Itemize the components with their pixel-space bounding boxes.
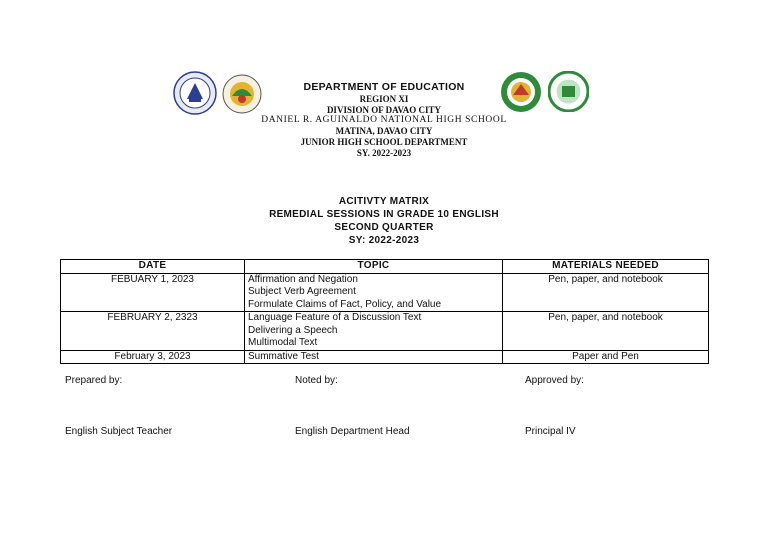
topic-column-header: TOPIC — [245, 260, 503, 274]
noted-by-role: English Department Head — [295, 426, 410, 437]
topic-item: Language Feature of a Discussion Text — [248, 312, 422, 323]
materials-cell: Pen, paper, and notebook — [503, 312, 709, 351]
date-cell: FEBRUARY 2, 2323 — [61, 312, 245, 351]
table-row — [61, 273, 709, 312]
department-subheading: JUNIOR HIGH SCHOOL DEPARTMENT — [300, 137, 468, 147]
region-heading: REGION XI — [359, 94, 409, 104]
topic-item: Affirmation and Negation — [248, 273, 358, 285]
school-name-heading: DANIEL R. AGUINALDO NATIONAL HIGH SCHOOL — [261, 115, 507, 125]
division-heading: DIVISION OF DAVAO CITY — [326, 105, 442, 115]
topic-item: Formulate Claims of Fact, Policy, and Value — [248, 298, 442, 310]
quarter-label: SECOND QUARTER — [334, 222, 434, 233]
prepared-by-role: English Subject Teacher — [65, 426, 173, 437]
approved-by-role: Principal IV — [525, 426, 576, 437]
materials-cell: Paper and Pen — [503, 350, 709, 364]
activity-matrix-table — [60, 259, 709, 364]
table-row — [61, 350, 709, 364]
materials-column-header: MATERIALS NEEDED — [503, 260, 709, 274]
topic-cell — [245, 312, 503, 351]
topic-cell — [245, 350, 503, 364]
department-heading: DEPARTMENT OF EDUCATION — [303, 81, 465, 93]
school-year-label: SY: 2022-2023 — [348, 235, 420, 246]
noted-by-label: Noted by: — [295, 375, 338, 386]
document-subtitle: REMEDIAL SESSIONS IN GRADE 10 ENGLISH — [269, 209, 499, 220]
table-row — [61, 312, 709, 351]
topic-item: Delivering a Speech — [248, 324, 338, 336]
approved-by-label: Approved by: — [525, 375, 584, 386]
topic-item: Multimodal Text — [248, 337, 318, 348]
topic-item: Subject Verb Agreement — [248, 286, 356, 297]
location-heading: MATINA, DAVAO CITY — [335, 126, 433, 136]
topic-item: Summative Test — [248, 350, 319, 362]
date-cell: FEBUARY 1, 2023 — [61, 273, 245, 312]
date-cell: February 3, 2023 — [61, 350, 245, 364]
table-header-row — [61, 260, 709, 274]
school-year-heading: SY. 2022-2023 — [356, 148, 412, 158]
prepared-by-label: Prepared by: — [65, 375, 123, 386]
document-title: ACITIVTY MATRIX — [338, 196, 430, 207]
materials-cell: Pen, paper, and notebook — [503, 273, 709, 312]
topic-cell — [245, 273, 503, 312]
date-column-header: DATE — [61, 260, 245, 274]
